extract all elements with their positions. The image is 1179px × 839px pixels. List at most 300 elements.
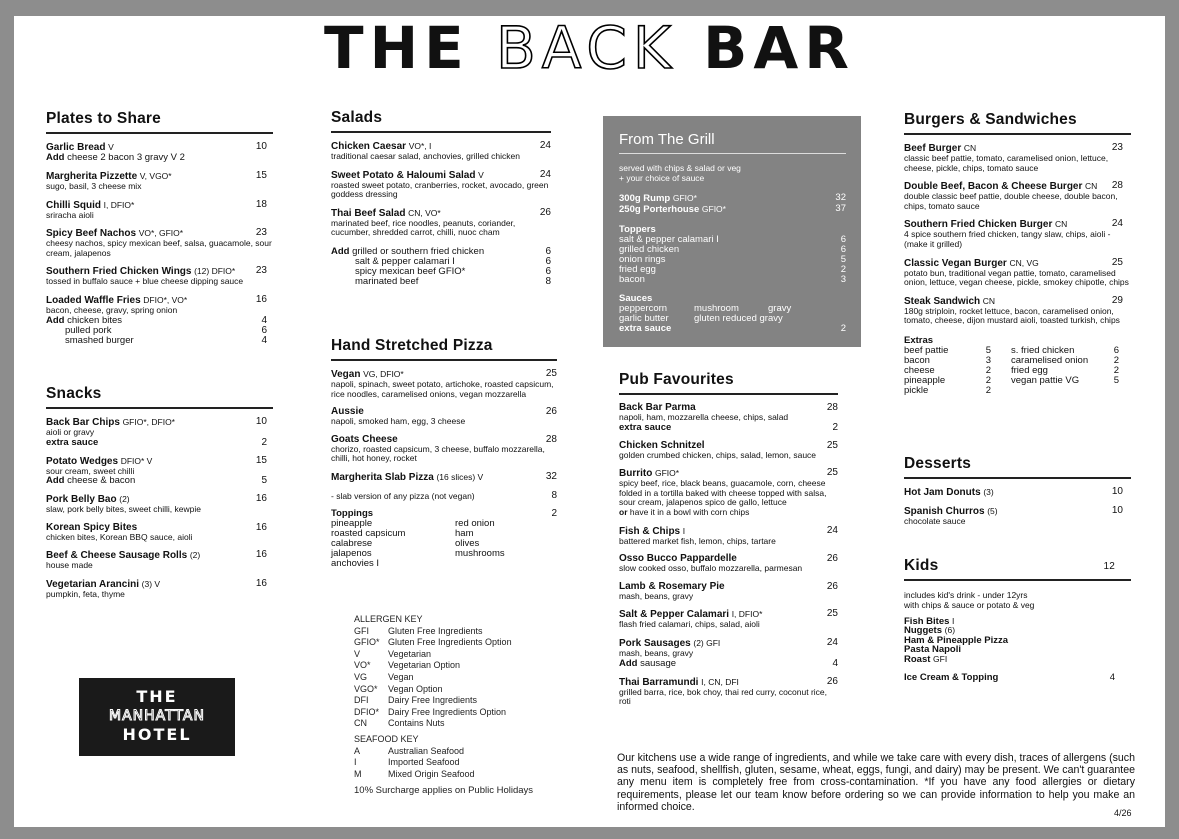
item-description: slaw, pork belly bites, sweet chilli, kewpie <box>46 504 201 515</box>
key-label: Vegan Option <box>388 683 443 694</box>
item-price: 32 <box>545 470 557 482</box>
item-description: house made <box>46 560 93 571</box>
title-the: THE <box>324 14 470 82</box>
item-price: 16 <box>255 577 267 589</box>
addon-price: 6 <box>545 245 551 257</box>
key-row <box>354 660 584 672</box>
item-dietary-tag: VO*, I <box>408 141 432 151</box>
grill-panel <box>603 116 861 347</box>
kids-price: 12 <box>1103 561 1115 572</box>
item-price: 16 <box>255 493 267 505</box>
sauce-option: gravy <box>768 302 792 314</box>
item-price: 24 <box>826 636 838 648</box>
menu-item <box>46 456 273 487</box>
item-description: double classic beef pattie, double cheese, double bacon, chips, tomato sauce <box>904 191 1118 211</box>
item-price: 37 <box>835 202 846 214</box>
extra-label: beef pattie <box>904 344 949 356</box>
item-name: Double Beef, Bacon & Cheese Burger <box>904 181 1083 193</box>
addon-price: 4 <box>261 314 267 326</box>
grill-intro-2: + your choice of sauce <box>619 172 705 183</box>
item-dietary-tag: (16 slices) V <box>436 471 484 482</box>
menu-item <box>904 143 1131 173</box>
extra-price: 2 <box>985 374 991 386</box>
sauce-option: garlic butter <box>619 312 669 324</box>
item-dietary-tag: GFIO* <box>654 468 680 479</box>
item-price: 26 <box>826 675 838 687</box>
item-name: Beef & Cheese Sausage Rolls <box>46 550 188 562</box>
topper-label: grilled chicken <box>619 243 680 255</box>
menu-item <box>46 142 273 163</box>
item-description: sour cream, sweet chilli <box>46 465 135 476</box>
pub-section <box>619 371 838 707</box>
menu-item <box>46 523 273 543</box>
menu-item <box>46 228 273 258</box>
topping-option <box>455 559 545 569</box>
item-price: 23 <box>1111 142 1123 153</box>
item-price: 15 <box>255 170 267 181</box>
key-row <box>354 746 584 758</box>
item-description: pumpkin, feta, thyme <box>46 588 125 599</box>
item-name: Thai Barramundi <box>619 676 699 688</box>
item-description: battered market fish, lemon, chips, tartare <box>619 535 776 546</box>
menu-title <box>0 16 1179 80</box>
item-dietary-tag: (5) <box>987 506 998 516</box>
extra-price: 2 <box>1113 354 1119 366</box>
item-price: 24 <box>1111 218 1123 230</box>
menu-item <box>619 609 838 630</box>
item-name: Back Bar Parma <box>619 402 696 413</box>
menu-item <box>46 579 273 600</box>
key-code: DFIO* <box>354 706 380 717</box>
item-price: 26 <box>826 553 838 565</box>
item-name: Osso Bucco Pappardelle <box>619 553 737 565</box>
item-price: 10 <box>1111 486 1123 497</box>
seafood-key-heading: SEAFOOD KEY <box>354 733 419 744</box>
item-dietary-tag: GFIO* <box>672 192 697 203</box>
addon-detail: chicken bites <box>67 314 123 326</box>
key-label: Imported Seafood <box>388 757 460 768</box>
addon-detail: cheese & bacon <box>67 475 136 487</box>
menu-item <box>619 554 838 574</box>
item-dietary-tag: (3) <box>983 487 994 497</box>
item-price: 29 <box>1111 294 1123 306</box>
plates-section <box>46 110 273 346</box>
topper-label: salt & pepper calamari I <box>619 233 719 245</box>
menu-item <box>331 208 551 287</box>
addon-label: or <box>619 506 628 517</box>
item-price: 10 <box>255 416 267 427</box>
item-description: sugo, basil, 3 cheese mix <box>46 181 142 191</box>
item-price: 24 <box>539 168 551 180</box>
extra-label: s. fried chicken <box>1011 344 1075 356</box>
item-name: Salt & Pepper Calamari <box>619 609 730 621</box>
extra-label: vegan pattie VG <box>1011 374 1080 386</box>
grill-extra-sauce-price: 2 <box>840 322 846 334</box>
item-price: 16 <box>255 521 267 533</box>
item-dietary-tag: V, VGO* <box>139 171 172 181</box>
item-name: Chilli Squid <box>46 199 101 211</box>
item-description: chorizo, roasted capsicum, 3 cheese, buffalo mozzarella, chilli, hot honey, rocket <box>331 443 545 464</box>
item-name: Garlic Bread <box>46 142 106 153</box>
grill-extra-sauce: extra sauce <box>619 322 672 334</box>
item-name: Beef Burger <box>904 143 962 154</box>
item-name: Hot Jam Donuts <box>904 487 981 498</box>
item-addon <box>46 438 273 448</box>
menu-item <box>46 295 273 346</box>
item-name: Korean Spicy Bites <box>46 521 138 533</box>
toppers-label: Toppers <box>619 223 656 235</box>
item-price: 15 <box>255 454 267 466</box>
kids-heading: Kids <box>904 557 939 574</box>
item-name: Lamb & Rosemary Pie <box>619 580 725 592</box>
item-price: 28 <box>1111 180 1123 192</box>
key-code: VG <box>354 671 368 682</box>
item-description: slow cooked osso, buffalo mozzarella, parmesan <box>619 563 803 574</box>
item-name: Aussie <box>331 406 364 418</box>
item-addon <box>46 336 273 346</box>
addon-price: 4 <box>832 657 838 669</box>
key-row <box>354 718 584 730</box>
item-name: Spanish Churros <box>904 506 985 517</box>
item-name: Ham & Pineapple Pizza <box>904 634 1009 646</box>
menu-item <box>619 441 838 461</box>
allergy-disclaimer: Our kitchens use a wide range of ingredients, and while we take care with every dish, traces of allergens (such as nuts, seafood, shellfish, gluten, sesame, wheat, eggs, fungi, and dairy) may be present. We can't guarantee any menu item is completely free from cross-contamination. *If you have any food allergies or dietary requirements, please let our team know before ordering so we can provide information to help you make an informed choice. <box>617 752 1135 813</box>
item-name: Fish & Chips <box>619 525 681 537</box>
kids-section <box>904 557 1131 683</box>
item-price: 28 <box>545 433 557 445</box>
item-description: napoli, smoked ham, egg, 3 cheese <box>331 416 466 427</box>
item-name: Margherita Slab Pizza <box>331 471 434 483</box>
extra-item <box>1011 376 1119 386</box>
item-description: golden crumbed chicken, chips, salad, lemon, sauce <box>619 449 817 460</box>
allergen-key <box>354 614 584 797</box>
salads-heading: Salads <box>331 109 551 133</box>
item-price: 23 <box>255 227 267 239</box>
item-name: Margherita Pizzette <box>46 171 138 182</box>
topper-price: 5 <box>840 253 846 265</box>
addon-label: extra sauce <box>619 421 672 433</box>
page-number: 4/26 <box>1114 808 1132 818</box>
salad-add-ons <box>331 247 551 287</box>
item-name: Pasta Napoli <box>904 644 962 656</box>
menu-item <box>904 181 1131 211</box>
item-addon <box>619 423 838 433</box>
item-price: 26 <box>545 406 557 418</box>
burgers-section <box>904 111 1131 396</box>
grill-item <box>619 204 846 215</box>
item-dietary-tag: V <box>108 142 114 152</box>
item-name: Sweet Potato & Haloumi Salad <box>331 169 476 181</box>
item-name: Burrito <box>619 468 653 480</box>
item-description: aioli or gravy <box>46 427 95 437</box>
addon-price: 2 <box>832 421 838 433</box>
logo-line-2: MANHATTAN <box>109 708 205 724</box>
addon-detail: have it in a bowl with corn chips <box>629 506 750 517</box>
addon-price: 6 <box>545 265 551 277</box>
topper-price: 6 <box>840 233 846 245</box>
item-dietary-tag: CN <box>1055 219 1068 230</box>
toppings-price: 2 <box>551 507 557 519</box>
menu-item <box>904 219 1131 249</box>
item-description: napoli, spinach, sweet potato, artichoke, roasted capsicum, rice noodles, caramelised onions, vegan mozzarella <box>331 379 554 399</box>
key-code: VO* <box>354 660 371 671</box>
item-price: 25 <box>545 368 557 379</box>
key-label: Gluten Free Ingredients <box>388 625 483 636</box>
menu-item <box>46 171 273 192</box>
addon-price: 2 <box>261 436 267 448</box>
grill-heading: From The Grill <box>619 131 846 154</box>
addon-label: Add <box>331 245 350 257</box>
item-dietary-tag: I <box>682 525 686 536</box>
manhattan-hotel-logo <box>79 678 235 756</box>
sauce-option: peppercorn <box>619 302 668 314</box>
pizza-heading: Hand Stretched Pizza <box>331 337 557 361</box>
menu-item <box>331 141 551 162</box>
item-dietary-tag: DFIO*, VO* <box>143 294 188 305</box>
key-row <box>354 626 584 638</box>
topping-option: ham <box>455 527 474 539</box>
item-description: traditional caesar salad, anchovies, grilled chicken <box>331 151 520 161</box>
item-description: classic beef pattie, tomato, caramelised onion, lettuce, cheese, pickle, chips, tomato sauce <box>904 153 1109 173</box>
menu-item <box>904 506 1131 527</box>
item-dietary-tag: I <box>952 615 955 626</box>
extra-item <box>904 386 1011 396</box>
item-addon <box>46 476 273 486</box>
toppings-grid <box>331 519 557 569</box>
menu-item <box>331 435 557 464</box>
topper-label: fried egg <box>619 263 656 275</box>
item-description: cheesy nachos, spicy mexican beef, salsa, guacamole, sour cream, jalapenos <box>46 238 272 258</box>
addon-price: 6 <box>545 255 551 267</box>
key-label: Dairy Free Ingredients Option <box>388 706 507 717</box>
item-description: mash, beans, gravy <box>619 647 694 658</box>
item-addon <box>619 508 838 518</box>
topping-option: red onion <box>455 517 495 529</box>
topper-price: 2 <box>840 263 846 275</box>
item-name: Chicken Schnitzel <box>619 439 705 451</box>
extra-price: 5 <box>985 344 991 356</box>
topping-option: olives <box>455 537 480 549</box>
menu-item <box>619 677 838 707</box>
item-description: sriracha aioli <box>46 209 94 220</box>
key-code: CN <box>354 718 367 729</box>
topper-label: bacon <box>619 273 645 285</box>
key-label: Contains Nuts <box>388 718 445 729</box>
topping-option: jalapenos <box>331 547 372 559</box>
topper-item <box>619 275 846 285</box>
extra-price: 6 <box>1113 344 1119 356</box>
menu-item <box>904 296 1131 326</box>
menu-item <box>46 200 273 221</box>
desserts-section <box>904 455 1131 527</box>
kids-intro-2: with chips & sauce or potato & veg <box>904 599 1035 610</box>
menu-item <box>46 417 273 448</box>
item-description: napoli, ham, mozzarella cheese, chips, salad <box>619 412 789 422</box>
allergen-key-heading: ALLERGEN KEY <box>354 614 423 624</box>
addon-label: Add <box>619 657 638 669</box>
key-code: A <box>354 745 361 756</box>
extra-price: 2 <box>985 384 991 396</box>
extra-label: bacon <box>904 354 930 366</box>
item-description: mash, beans, gravy <box>619 590 694 601</box>
title-bar: BAR <box>703 14 855 82</box>
item-dietary-tag: (6) <box>944 625 956 636</box>
topper-price: 3 <box>840 273 846 285</box>
addon-detail: grilled or southern fried chicken <box>352 245 485 257</box>
item-dietary-tag: CN <box>982 295 996 306</box>
item-description: flash fried calamari, chips, salad, aioli <box>619 619 760 630</box>
item-description: roasted sweet potato, cranberries, rocket, avocado, green goddess dressing <box>331 179 549 200</box>
key-code: M <box>354 768 362 779</box>
addon-price: 5 <box>261 475 267 487</box>
item-name: Steak Sandwich <box>904 295 981 307</box>
item-addon <box>46 153 273 163</box>
item-price: 26 <box>826 580 838 592</box>
menu-item <box>46 266 273 287</box>
snacks-heading: Snacks <box>46 385 273 409</box>
extra-label: caramelised onion <box>1011 354 1089 366</box>
item-description: 180g striploin, rocket lettuce, bacon, caramelised onion, tomato, cheese, dijon mustard aioli, toasted turkish, chips <box>904 305 1120 326</box>
item-name: Pork Belly Bao <box>46 494 117 506</box>
key-label: Vegetarian Option <box>388 660 461 671</box>
grill-item <box>619 193 846 204</box>
key-row <box>354 695 584 707</box>
addon-detail: cheese 2 bacon 3 gravy V 2 <box>67 152 185 163</box>
key-label: Gluten Free Ingredients Option <box>388 637 512 648</box>
item-dietary-tag: I, DFIO* <box>103 199 135 210</box>
key-code: GFI <box>354 625 369 636</box>
item-name: Pork Sausages <box>619 637 691 649</box>
addon-price: 8 <box>545 275 551 287</box>
extra-price: 3 <box>985 354 991 366</box>
item-name: Vegetarian Arancini <box>46 578 139 590</box>
item-price: 28 <box>826 402 838 413</box>
topper-item <box>619 265 846 275</box>
addon-price: 4 <box>261 334 267 346</box>
key-row <box>354 707 584 719</box>
item-dietary-tag: CN, VO* <box>408 207 441 218</box>
logo-line-1: THE <box>136 687 178 706</box>
menu-item <box>619 638 838 669</box>
menu-item <box>331 170 551 200</box>
item-price: 32 <box>835 191 846 203</box>
item-dietary-tag: (2) <box>189 550 201 561</box>
menu-item <box>46 494 273 515</box>
item-price: 16 <box>255 293 267 305</box>
addon-price: 6 <box>261 324 267 336</box>
item-description: potato bun, traditional vegan pattie, tomato, caramelised onion, lettuce, vegan cheese, pickle, smokey chipotle, chips <box>904 267 1129 288</box>
addon-detail: sausage <box>640 657 677 669</box>
key-code: GFIO* <box>354 637 380 648</box>
menu-item <box>331 369 557 399</box>
item-dietary-tag: CN <box>1085 181 1098 192</box>
key-label: Vegetarian <box>388 648 432 659</box>
topping-option: anchovies I <box>331 557 380 569</box>
item-dietary-tag: (3) V <box>141 578 161 589</box>
logo-line-3: HOTEL <box>122 725 192 744</box>
menu-item <box>619 526 838 547</box>
item-name: Classic Vegan Burger <box>904 257 1007 269</box>
item-name: Thai Beef Salad <box>331 207 406 219</box>
sauce-option: gluten reduced gravy <box>694 312 783 324</box>
topper-price: 6 <box>840 243 846 255</box>
topping-option: roasted capsicum <box>331 527 406 539</box>
extra-price: 5 <box>1113 374 1119 386</box>
item-description: 4 spice southern fried chicken, tangy slaw, chips, aioli - (make it grilled) <box>904 229 1111 249</box>
item-description: spicy beef, rice, black beans, guacamole, corn, cheese folded in a tortilla baked with cheese topped with salsa, sour cream, jalapenos spico de gallo, lettuce <box>619 478 827 508</box>
extra-label: cheese <box>904 364 935 376</box>
item-name: Spicy Beef Nachos <box>46 228 137 240</box>
item-description: marinated beef, rice noodles, peanuts, coriander, cucumber, shredded carrot, chilli, nuoc cham <box>331 217 516 238</box>
item-price: 25 <box>826 467 838 479</box>
topping-option: calabrese <box>331 537 373 549</box>
menu-item <box>904 258 1131 288</box>
key-code: V <box>354 648 361 659</box>
key-code: VGO* <box>354 683 378 694</box>
ice-cream-item: Ice Cream & Topping <box>904 671 999 683</box>
item-name: Potato Wedges <box>46 455 119 467</box>
item-name: Back Bar Chips <box>46 417 120 428</box>
menu-item <box>331 472 557 569</box>
key-row <box>354 649 584 661</box>
menu-item <box>619 582 838 602</box>
item-name: Southern Fried Chicken Burger <box>904 219 1053 231</box>
item-name: Vegan <box>331 369 361 380</box>
ice-cream-price: 4 <box>1109 671 1115 683</box>
key-label: Vegan <box>388 671 414 682</box>
extra-label: pineapple <box>904 374 946 386</box>
extra-price: 2 <box>985 364 991 376</box>
item-name: Nuggets <box>904 625 942 637</box>
topping-option: mushrooms <box>455 547 505 559</box>
key-row <box>354 684 584 696</box>
key-row <box>354 757 584 769</box>
item-dietary-tag: (12) DFIO* <box>194 266 236 277</box>
item-dietary-tag: V <box>478 169 484 180</box>
item-price: 25 <box>826 608 838 620</box>
menu-item <box>904 487 1131 498</box>
item-dietary-tag: GFIO*, DFIO* <box>122 417 175 427</box>
item-dietary-tag: GFI <box>933 653 948 664</box>
kids-item <box>904 655 1131 665</box>
addon-label: Add <box>46 314 65 326</box>
item-price: 24 <box>539 140 551 151</box>
item-price: 25 <box>826 439 838 451</box>
item-dietary-tag: DFIO* V <box>120 455 153 466</box>
item-name: Goats Cheese <box>331 433 398 445</box>
item-name: 300g Rump <box>619 192 671 204</box>
item-dietary-tag: CN <box>963 143 977 153</box>
extra-price: 2 <box>1113 364 1119 376</box>
item-dietary-tag: VO*, GFIO* <box>138 228 184 239</box>
item-price: 10 <box>255 141 267 152</box>
item-dietary-tag: (2) GFI <box>693 637 721 648</box>
snacks-section <box>46 385 273 600</box>
key-label: Mixed Origin Seafood <box>388 768 475 779</box>
menu-item <box>331 407 557 427</box>
item-description: tossed in buffalo sauce + blue cheese dipping sauce <box>46 276 244 287</box>
item-dietary-tag: I, DFIO* <box>731 609 763 620</box>
item-description: chocolate sauce <box>904 516 966 526</box>
grill-intro-1: served with chips & salad or veg <box>619 163 741 173</box>
item-addon <box>331 277 551 287</box>
item-price: 26 <box>539 206 551 218</box>
key-label: Australian Seafood <box>388 745 465 756</box>
key-label: Dairy Free Ingredients <box>388 695 478 706</box>
addon-label: Add <box>46 152 65 163</box>
slab-note-text: - slab version of any pizza (not vegan) <box>331 490 475 501</box>
item-description: bacon, cheese, gravy, spring onion <box>46 304 178 315</box>
